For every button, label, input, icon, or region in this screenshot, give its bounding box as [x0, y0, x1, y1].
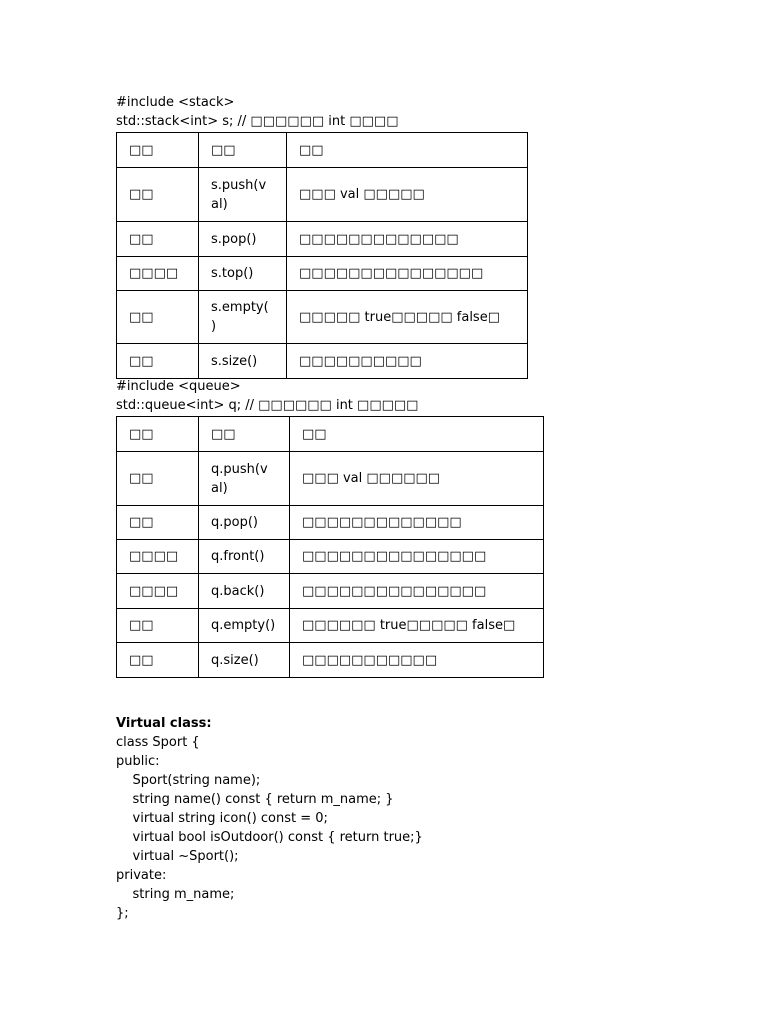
code-line: virtual ~Sport();	[116, 849, 239, 864]
code-line: public:	[116, 754, 160, 769]
queue-operations-table	[116, 416, 544, 678]
code-line: };	[116, 906, 129, 921]
code-line: class Sport {	[116, 735, 200, 750]
syntax-line: q.back()	[211, 583, 265, 599]
table-row	[117, 257, 528, 291]
description-cell: □□□□□□ true□□□□□ false□	[290, 609, 544, 643]
header-syntax: □□	[199, 417, 290, 452]
syntax-line: s.size()	[211, 353, 258, 369]
virtual-class-code-block	[116, 714, 423, 923]
description-cell: □□□□□□□□□□□□□□□	[290, 574, 544, 609]
syntax-line: q.size()	[211, 652, 259, 668]
syntax-cell	[199, 506, 290, 540]
syntax-line: )	[211, 319, 217, 334]
syntax-line: al)	[211, 480, 228, 496]
table-row	[117, 222, 528, 257]
table-row	[117, 643, 544, 678]
description-cell: □□□□□□□□□□□□□□□	[290, 540, 544, 574]
syntax-line: q.empty()	[211, 618, 276, 633]
header-syntax: □□	[199, 133, 287, 168]
queue-declaration-line: std::queue<int> q; // □□□□□□ int □□□□□	[116, 398, 419, 413]
syntax-cell	[199, 168, 287, 222]
code-line: private:	[116, 868, 167, 883]
operation-cell: □□	[117, 168, 199, 222]
operation-cell: □□□□	[117, 574, 199, 609]
description-cell: □□□□□□□□□□	[287, 344, 528, 379]
description-cell: □□□□□□□□□□□□□	[290, 506, 544, 540]
table-row	[117, 452, 544, 506]
code-heading: Virtual class:	[116, 716, 212, 731]
description-cell: □□□ val □□□□□	[287, 168, 528, 222]
operation-cell: □□	[117, 222, 199, 257]
description-cell: □□□□□□□□□□□	[290, 643, 544, 678]
syntax-line: q.pop()	[211, 515, 258, 530]
table-row	[117, 168, 528, 222]
table-row	[117, 609, 544, 643]
syntax-line: s.pop()	[211, 231, 257, 247]
table-row	[117, 540, 544, 574]
syntax-cell	[199, 291, 287, 344]
operation-cell: □□	[117, 506, 199, 540]
syntax-line: q.push(v	[211, 461, 268, 477]
table-row	[117, 344, 528, 379]
description-cell: □□□□□□□□□□□□□	[287, 222, 528, 257]
syntax-line: s.top()	[211, 266, 254, 281]
syntax-line: s.empty(	[211, 300, 269, 315]
operation-cell: □□	[117, 452, 199, 506]
syntax-line: q.front()	[211, 549, 265, 564]
description-cell: □□□ val □□□□□□	[290, 452, 544, 506]
syntax-cell	[199, 222, 287, 257]
syntax-cell	[199, 344, 287, 379]
description-cell: □□□□□ true□□□□□ false□	[287, 291, 528, 344]
operation-cell: □□	[117, 609, 199, 643]
queue-include-line: #include <queue>	[116, 379, 241, 394]
syntax-cell	[199, 452, 290, 506]
code-line: virtual bool isOutdoor() const { return true;}	[116, 830, 423, 845]
syntax-cell	[199, 574, 290, 609]
operation-cell: □□□□	[117, 257, 199, 291]
table-row	[117, 291, 528, 344]
stack-declaration-line: std::stack<int> s; // □□□□□□ int □□□□	[116, 114, 399, 129]
table-row	[117, 506, 544, 540]
header-description: □□	[290, 417, 544, 452]
table-header-row	[117, 417, 544, 452]
code-line: virtual string icon() const = 0;	[116, 811, 328, 826]
table-row	[117, 574, 544, 609]
header-operation: □□	[117, 133, 199, 168]
header-operation: □□	[117, 417, 199, 452]
syntax-line: s.push(v	[211, 177, 267, 193]
stack-include-line: #include <stack>	[116, 95, 235, 110]
table-header-row	[117, 133, 528, 168]
operation-cell: □□	[117, 291, 199, 344]
syntax-line: al)	[211, 196, 228, 212]
operation-cell: □□	[117, 643, 199, 678]
header-description: □□	[287, 133, 528, 168]
code-line: Sport(string name);	[116, 773, 261, 788]
description-cell: □□□□□□□□□□□□□□□	[287, 257, 528, 291]
syntax-cell	[199, 643, 290, 678]
operation-cell: □□	[117, 344, 199, 379]
syntax-cell	[199, 540, 290, 574]
code-line: string m_name;	[116, 887, 235, 902]
code-line: string name() const { return m_name; }	[116, 792, 394, 807]
stack-operations-table	[116, 132, 528, 379]
syntax-cell	[199, 609, 290, 643]
operation-cell: □□□□	[117, 540, 199, 574]
syntax-cell	[199, 257, 287, 291]
